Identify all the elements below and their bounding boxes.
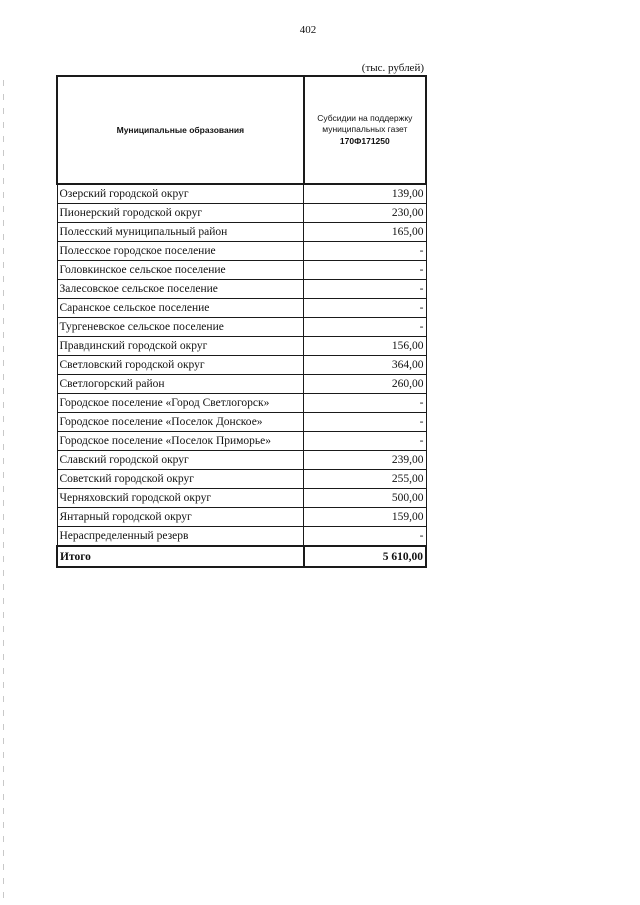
subsidy-value: 165,00 bbox=[304, 223, 426, 242]
subsidy-value: - bbox=[304, 280, 426, 299]
table-row bbox=[57, 184, 426, 204]
municipality-name: Пионерский городской округ bbox=[57, 204, 304, 223]
total-row bbox=[57, 546, 426, 567]
municipality-name: Нераспределенный резерв bbox=[57, 527, 304, 547]
municipality-name: Головкинское сельское поселение bbox=[57, 261, 304, 280]
table-row bbox=[57, 204, 426, 223]
subsidy-value: - bbox=[304, 527, 426, 547]
table-footer bbox=[57, 546, 426, 567]
municipality-name: Полесский муниципальный район bbox=[57, 223, 304, 242]
table-row bbox=[57, 280, 426, 299]
table-row bbox=[57, 432, 426, 451]
unit-label: (тыс. рублей) bbox=[361, 62, 424, 74]
subsidy-value: - bbox=[304, 299, 426, 318]
table-row bbox=[57, 337, 426, 356]
municipality-name: Черняховский городской округ bbox=[57, 489, 304, 508]
scan-margin-line bbox=[3, 80, 4, 900]
subsidy-value: - bbox=[304, 318, 426, 337]
municipality-name: Тургеневское сельское поселение bbox=[57, 318, 304, 337]
total-label: Итого bbox=[57, 546, 304, 567]
table-row bbox=[57, 451, 426, 470]
municipality-name: Городское поселение «Поселок Приморье» bbox=[57, 432, 304, 451]
subsidy-value: - bbox=[304, 413, 426, 432]
table-row bbox=[57, 318, 426, 337]
subsidy-value: 139,00 bbox=[304, 184, 426, 204]
municipality-name: Озерский городской округ bbox=[57, 184, 304, 204]
table-row bbox=[57, 261, 426, 280]
municipality-name: Советский городской округ bbox=[57, 470, 304, 489]
table-row bbox=[57, 242, 426, 261]
municipality-name: Янтарный городской округ bbox=[57, 508, 304, 527]
municipality-name: Залесовское сельское поселение bbox=[57, 280, 304, 299]
subsidy-value: 239,00 bbox=[304, 451, 426, 470]
table-row bbox=[57, 413, 426, 432]
page-number: 402 bbox=[299, 24, 317, 36]
header-municipalities: Муниципальные образования bbox=[57, 76, 304, 184]
municipality-name: Славский городской округ bbox=[57, 451, 304, 470]
subsidy-value: 159,00 bbox=[304, 508, 426, 527]
table-row bbox=[57, 489, 426, 508]
municipality-name: Городское поселение «Поселок Донское» bbox=[57, 413, 304, 432]
header-subsidy-code: 170Ф171250 bbox=[339, 135, 390, 146]
municipality-name: Светловский городской округ bbox=[57, 356, 304, 375]
table-row bbox=[57, 299, 426, 318]
header-subsidy bbox=[304, 76, 426, 184]
subsidy-value: - bbox=[304, 432, 426, 451]
municipality-name: Полесское городское поселение bbox=[57, 242, 304, 261]
subsidy-value: 255,00 bbox=[304, 470, 426, 489]
subsidy-value: - bbox=[304, 242, 426, 261]
table-row bbox=[57, 223, 426, 242]
subsidy-value: 230,00 bbox=[304, 204, 426, 223]
subsidy-value: - bbox=[304, 394, 426, 413]
municipality-name: Городское поселение «Город Светлогорск» bbox=[57, 394, 304, 413]
table-row bbox=[57, 527, 426, 547]
subsidy-value: 260,00 bbox=[304, 375, 426, 394]
subsidy-value: 364,00 bbox=[304, 356, 426, 375]
subsidy-value: - bbox=[304, 261, 426, 280]
subsidy-table bbox=[56, 75, 427, 568]
table-body bbox=[57, 184, 426, 546]
municipality-name: Правдинский городской округ bbox=[57, 337, 304, 356]
subsidy-value: 500,00 bbox=[304, 489, 426, 508]
municipality-name: Светлогорский район bbox=[57, 375, 304, 394]
subsidy-value: 156,00 bbox=[304, 337, 426, 356]
table-row bbox=[57, 508, 426, 527]
table-row bbox=[57, 470, 426, 489]
table-row bbox=[57, 375, 426, 394]
table-row bbox=[57, 394, 426, 413]
municipality-name: Саранское сельское поселение bbox=[57, 299, 304, 318]
table-row bbox=[57, 356, 426, 375]
header-subsidy-title: Субсидии на поддержку муниципальных газет bbox=[317, 112, 413, 135]
total-value: 5 610,00 bbox=[304, 546, 426, 567]
table-header bbox=[57, 76, 426, 184]
